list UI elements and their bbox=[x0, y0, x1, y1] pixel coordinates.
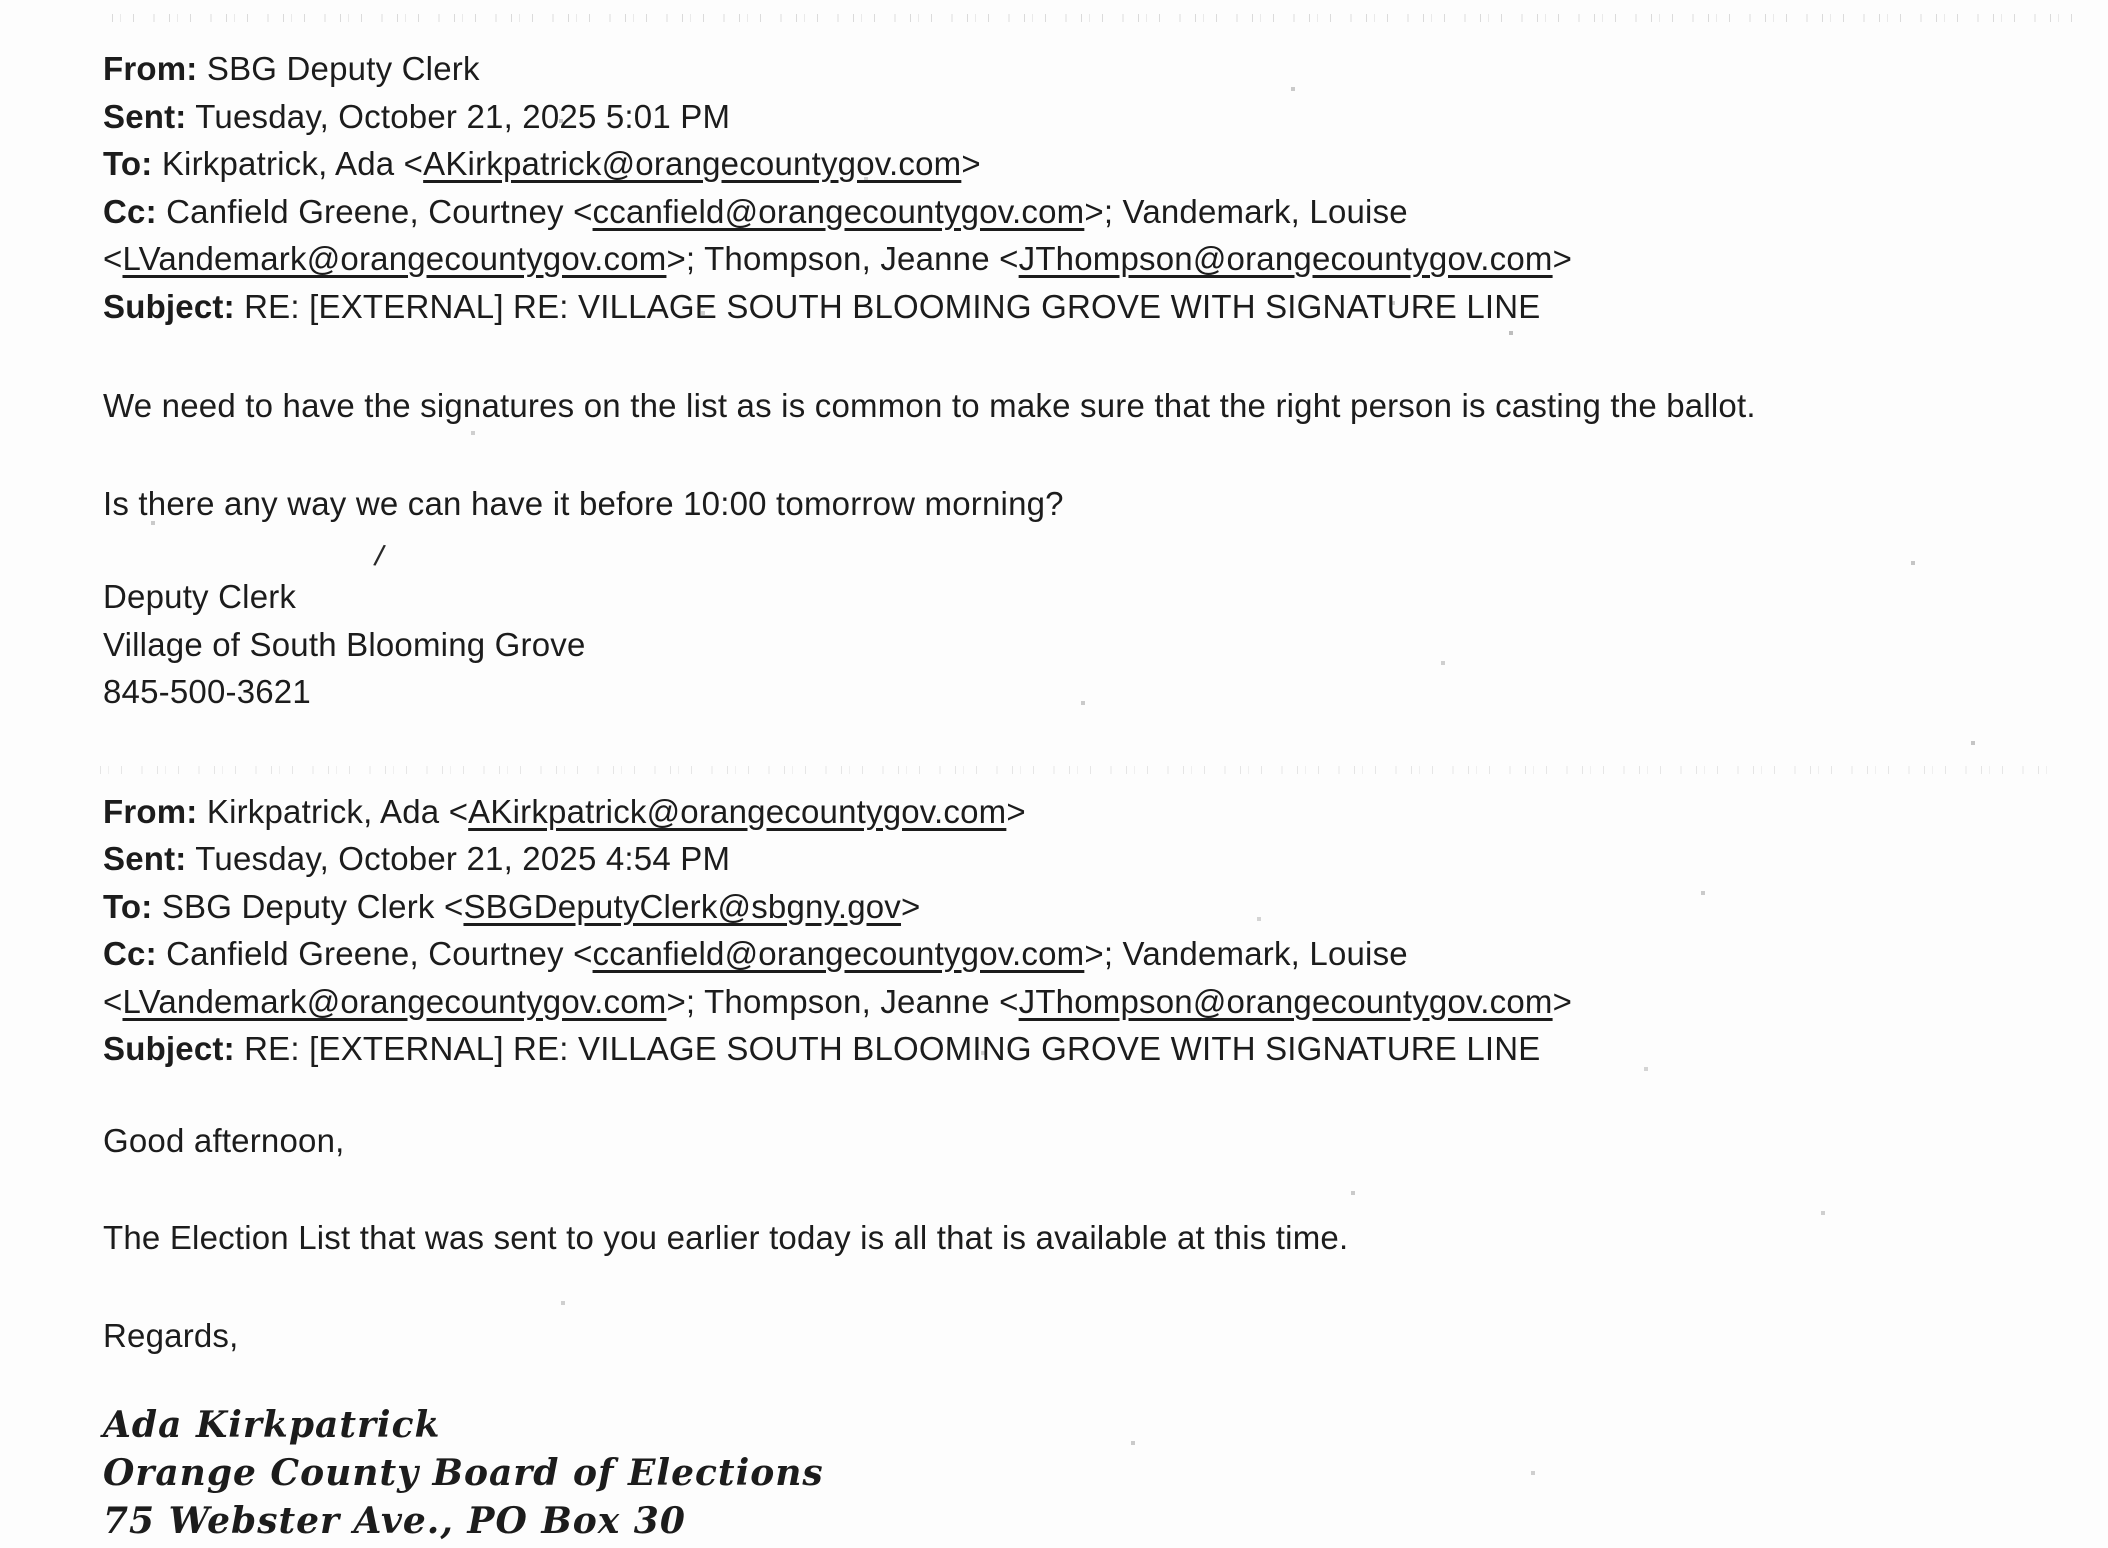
email-address-link: LVandemark@orangecountygov.com bbox=[122, 982, 667, 1020]
script-signature-line: Ada Kirkpatrick bbox=[103, 1404, 441, 1446]
header-field-label: Sent: bbox=[103, 840, 187, 877]
header-text: RE: [EXTERNAL] RE: VILLAGE SOUTH BLOOMING GROVE WITH SIGNATURE LINE bbox=[234, 1030, 1541, 1067]
header-text: < bbox=[103, 982, 123, 1020]
header-text: Kirkpatrick, Ada < bbox=[197, 792, 469, 830]
script-signature-block bbox=[103, 1401, 2028, 1545]
email-address-link: ccanfield@orangecountygov.com bbox=[592, 935, 1085, 972]
header-text: SBG Deputy Clerk < bbox=[152, 887, 464, 925]
email-address-link: AKirkpatrick@orangecountygov.com bbox=[423, 145, 962, 182]
header-field-label: Cc: bbox=[103, 192, 157, 230]
header-field-label: Cc: bbox=[103, 935, 157, 972]
email-address-link: JThompson@orangecountygov.com bbox=[1018, 982, 1553, 1020]
header-line bbox=[103, 188, 2028, 236]
header-field-label: To: bbox=[103, 145, 153, 182]
header-text: SBG Deputy Clerk bbox=[197, 50, 480, 87]
body-paragraph: Is there any way we can have it before 10:00 tomorrow morning? bbox=[103, 484, 1064, 522]
header-text: >; Thompson, Jeanne < bbox=[666, 982, 1019, 1020]
header-line bbox=[103, 283, 2028, 331]
body-paragraph: Good afternoon, bbox=[103, 1121, 345, 1159]
header-text: Tuesday, October 21, 2025 4:54 PM bbox=[186, 840, 731, 877]
script-signature-line: 75 Webster Ave., PO Box 30 bbox=[103, 1500, 686, 1542]
header-text: > bbox=[961, 145, 981, 182]
body-paragraph: Regards, bbox=[103, 1316, 239, 1354]
email-address-link: JThompson@orangecountygov.com bbox=[1018, 240, 1553, 277]
stray-scan-mark: / bbox=[371, 539, 387, 574]
signature-line: Village of South Blooming Grove bbox=[103, 625, 586, 663]
header-text: Canfield Greene, Courtney < bbox=[156, 935, 593, 972]
header-field-label: From: bbox=[103, 50, 198, 87]
header-line bbox=[103, 140, 2028, 188]
header-line bbox=[103, 883, 2028, 931]
email-header-block bbox=[103, 788, 2028, 1073]
header-text: < bbox=[103, 240, 123, 277]
header-field-label: To: bbox=[103, 887, 153, 925]
email-address-link: LVandemark@orangecountygov.com bbox=[122, 240, 667, 277]
email-address-link: AKirkpatrick@orangecountygov.com bbox=[468, 792, 1007, 830]
email-header-block bbox=[103, 45, 2028, 330]
header-text: > bbox=[1552, 982, 1573, 1020]
header-text: Canfield Greene, Courtney < bbox=[156, 192, 593, 230]
header-field-label: Sent: bbox=[103, 97, 187, 135]
signature-line: 845-500-3621 bbox=[103, 673, 311, 710]
body-paragraph: The Election List that was sent to you earlier today is all that is available at this time. bbox=[103, 1219, 1349, 1256]
scan-specks bbox=[0, 0, 2, 2]
header-line bbox=[103, 45, 2028, 93]
email-address-link: ccanfield@orangecountygov.com bbox=[592, 192, 1085, 230]
header-text: > bbox=[1006, 792, 1026, 830]
signature-line: Deputy Clerk bbox=[103, 578, 297, 615]
email-address-link: SBGDeputyClerk@sbgny.gov bbox=[463, 887, 902, 925]
header-line bbox=[103, 788, 2028, 836]
header-field-label: Subject: bbox=[103, 287, 235, 325]
body-paragraph: We need to have the signatures on the list as is common to make sure that the right person is casting the ballot. bbox=[103, 387, 1756, 424]
scan-noise-band-top bbox=[112, 14, 2086, 22]
header-line bbox=[103, 235, 2028, 283]
email-message bbox=[103, 45, 2028, 716]
header-text: >; Vandemark, Louise bbox=[1084, 935, 1408, 972]
header-text: > bbox=[1552, 240, 1573, 277]
header-field-label: Subject: bbox=[103, 1030, 235, 1067]
header-text: > bbox=[901, 887, 921, 925]
header-text: RE: [EXTERNAL] RE: VILLAGE SOUTH BLOOMING GROVE WITH SIGNATURE LINE bbox=[234, 287, 1541, 325]
signature-block bbox=[103, 573, 2028, 716]
email-message bbox=[103, 788, 2028, 1546]
email-thread bbox=[103, 45, 2028, 1545]
header-text: Tuesday, October 21, 2025 5:01 PM bbox=[186, 97, 731, 135]
header-line bbox=[103, 93, 2028, 141]
header-line bbox=[103, 930, 2028, 978]
script-signature-line: Orange County Board of Elections bbox=[103, 1452, 824, 1494]
header-text: >; Vandemark, Louise bbox=[1084, 192, 1408, 230]
header-line bbox=[103, 1025, 2028, 1073]
header-text: >; Thompson, Jeanne < bbox=[666, 240, 1019, 277]
header-text: Kirkpatrick, Ada < bbox=[152, 145, 424, 182]
header-field-label: From: bbox=[103, 792, 198, 830]
header-line bbox=[103, 978, 2028, 1026]
header-line bbox=[103, 835, 2028, 883]
